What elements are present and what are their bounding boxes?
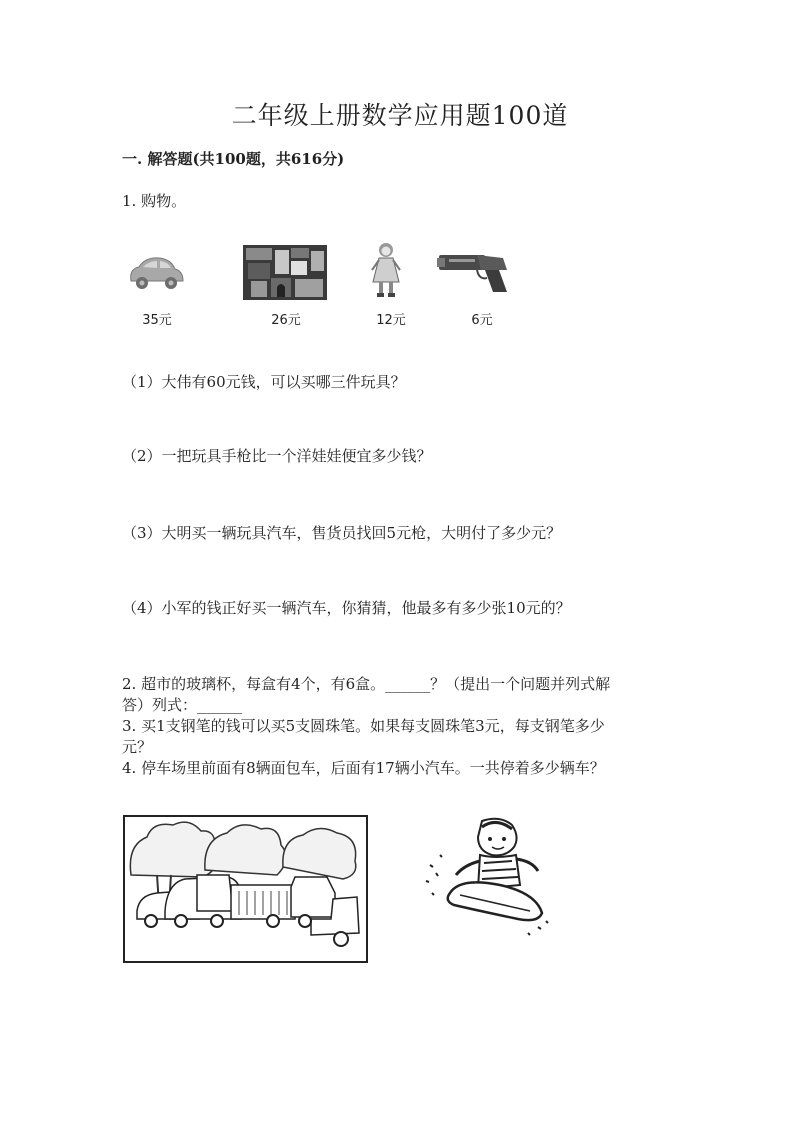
subquestion-2: （2）一把玩具手枪比一个洋娃娃便宜多少钱？ bbox=[122, 447, 432, 465]
question-3-line-1: 3. 买1支钢笔的钱可以买5支圆珠笔。如果每支圆珠笔3元，每支钢笔多少 bbox=[122, 717, 605, 735]
price-label: 26元 bbox=[271, 313, 301, 328]
price-label: 6元 bbox=[471, 313, 493, 328]
question-3-line-2: 元？ bbox=[122, 738, 153, 756]
question-2-line-2: 答）列式：______ bbox=[122, 696, 243, 714]
question-4-text: 4. 停车场里前面有8辆面包车，后面有17辆小汽车。一共停着多少辆车？ bbox=[122, 759, 605, 777]
subquestion-3: （3）大明买一辆玩具汽车，售货员找回5元枪，大明付了多少元？ bbox=[122, 524, 562, 542]
subquestion-1: （1）大伟有60元钱，可以买哪三件玩具？ bbox=[122, 373, 406, 391]
doll-icon bbox=[369, 240, 403, 304]
question-2-line-1: 2. 超市的玻璃杯，每盒有4个，有6盒。______？（提出一个问题并列式解 bbox=[122, 675, 611, 693]
toy-car-icon bbox=[125, 255, 187, 299]
subquestion-4: （4）小军的钱正好买一辆汽车，你猜猜，他最多有多少张10元的？ bbox=[122, 599, 571, 617]
toy-gun-icon bbox=[437, 250, 511, 300]
building-blocks-icon bbox=[243, 245, 327, 304]
parking-lot-illustration bbox=[123, 815, 368, 967]
snowboarder-illustration bbox=[420, 815, 560, 949]
question-1-stem: 1. 购物。 bbox=[122, 192, 187, 210]
price-label: 35元 bbox=[142, 313, 172, 328]
section-heading: 一. 解答题(共100题，共616分) bbox=[122, 150, 345, 168]
price-label: 12元 bbox=[376, 313, 406, 328]
page-title: 二年级上册数学应用题100道 bbox=[231, 101, 569, 130]
